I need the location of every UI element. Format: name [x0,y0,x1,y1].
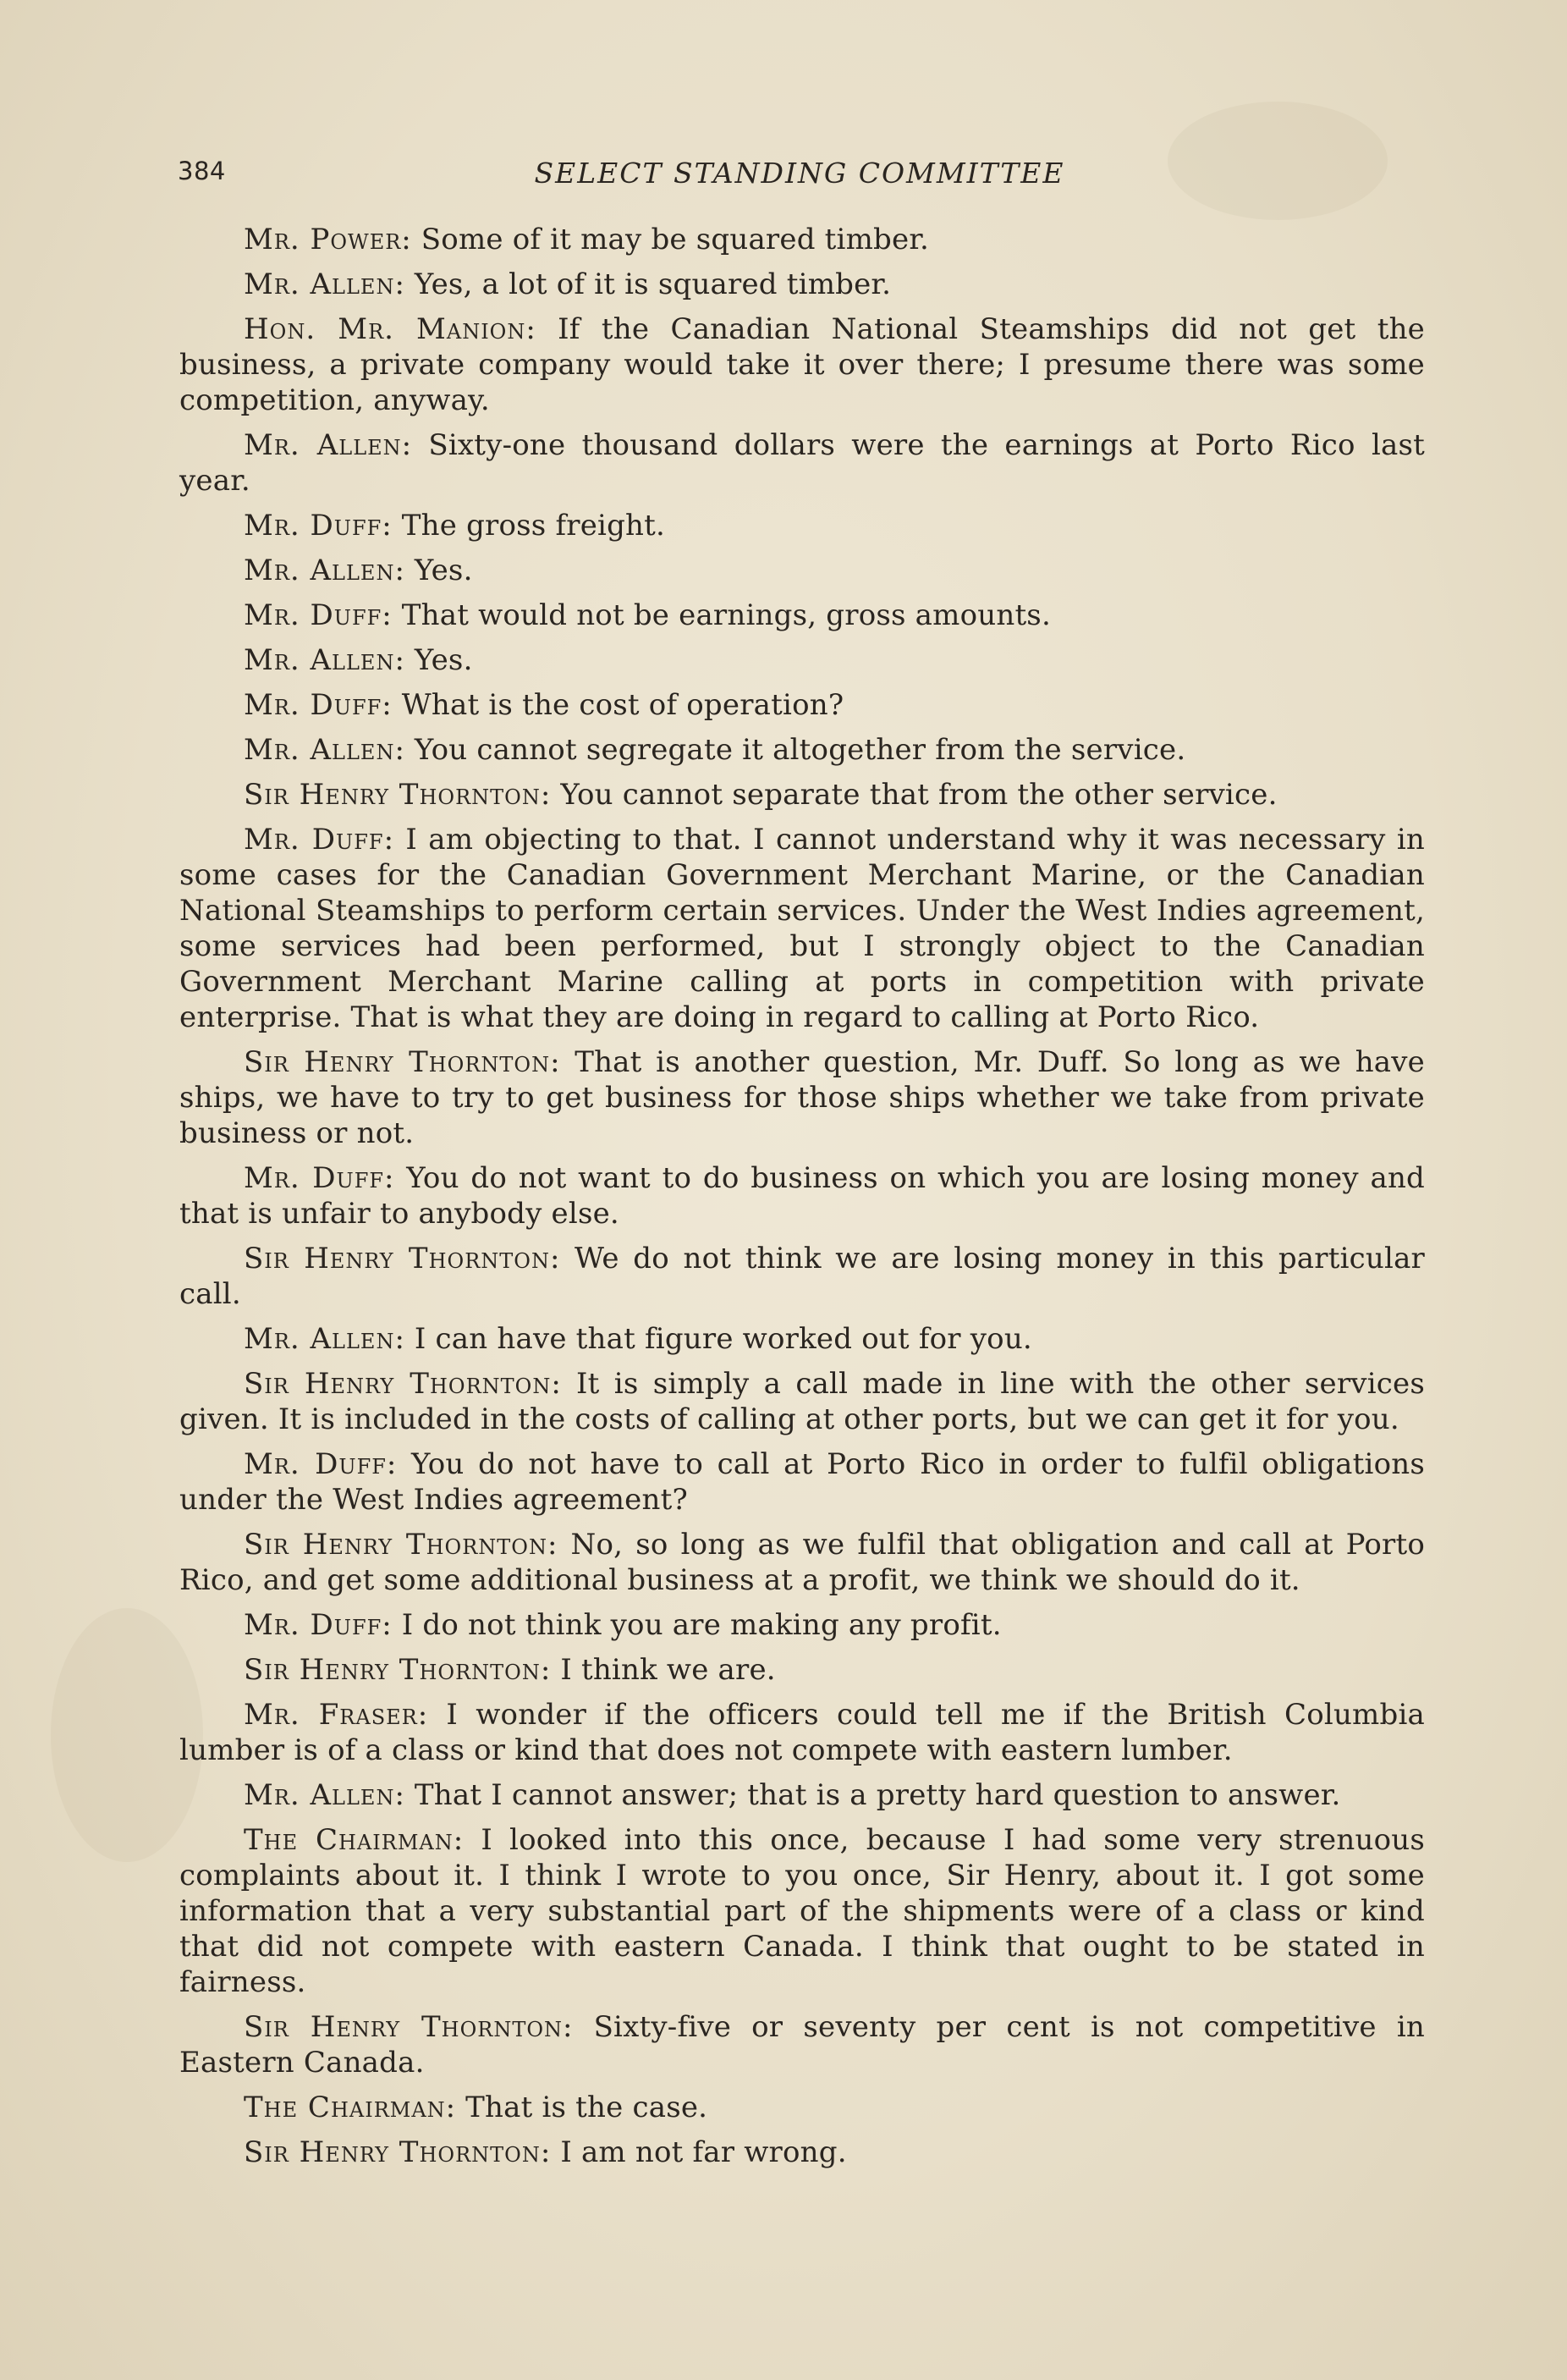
speech-text: I am objecting to that. I cannot understand why it was necessary in some cases for the Canadian Government Merchant Marine, or the Canadian National Steamships to perform certain services. Under the West Indies agreement, some services had been performed, but I strongly object to the Canadian Government Merchant Marine calling at ports in competition with private enterprise. That is what they are doing in regard to calling at Porto Rico. [179,823,1425,1034]
speech-text: It is simply a call made in line with the other services given. It is included in the costs of calling at other ports, but we can get it for you. [179,1367,1425,1436]
transcript-paragraph [179,1697,1425,1768]
speaker-name: Mr. Duff: [244,1161,395,1195]
page-number: 384 [178,157,226,185]
transcript-paragraph [179,2009,1425,2080]
speech-text: I think we are. [560,1653,776,1687]
transcript-paragraph [179,1366,1425,1437]
speech-text: You cannot separate that from the other service. [560,778,1278,812]
speaker-name: The Chairman: [244,1823,465,1857]
speaker-name: Sir Henry Thornton: [244,1367,562,1401]
speaker-name: Mr. Duff: [244,688,393,722]
speaker-name: Sir Henry Thornton: [244,1242,561,1275]
speech-text: That would not be earnings, gross amounts. [401,598,1051,632]
speech-text: Some of it may be squared timber. [421,223,930,256]
transcript-paragraph [179,2135,1425,2170]
speaker-name: Mr. Allen: [244,1322,405,1356]
speech-text: I am not far wrong. [560,2135,847,2169]
speaker-name: Sir Henry Thornton: [244,1653,552,1687]
transcript-paragraph [179,642,1425,678]
transcript-paragraph [179,1241,1425,1312]
speech-text: No, so long as we fulfil that obligation and call at Porto Rico, and get some additional business at a profit, we think we should do it. [179,1528,1426,1597]
speech-text: If the Canadian National Steamships did not get the business, a private company would take it over there; I presume there was some competition, anyway. [179,312,1426,417]
transcript-paragraph [179,553,1425,588]
speaker-name: Mr. Allen: [244,428,413,462]
speech-text: The gross freight. [401,509,666,543]
speech-text: Sixty-five or seventy per cent is not competitive in Eastern Canada. [179,2010,1425,2080]
speaker-name: Mr. Duff: [244,823,395,857]
transcript-paragraph [179,1446,1425,1518]
speech-text: Yes. [414,643,473,677]
speaker-name: Mr. Allen: [244,643,405,677]
transcript-paragraph [179,508,1425,543]
transcript-paragraph [179,311,1425,418]
speech-text: You cannot segregate it altogether from the service. [414,733,1186,767]
speech-text: I wonder if the officers could tell me if the British Columbia lumber is of a class or kind that does not compete with eastern lumber. [179,1698,1425,1767]
page-header [178,157,1421,199]
transcript-paragraph [179,732,1425,768]
transcript-paragraph [179,267,1425,302]
speech-text: That is another question, Mr. Duff. So long as we have ships, we have to try to get business for those ships whether we take from private business or not. [179,1045,1425,1150]
speech-text: That I cannot answer; that is a pretty hard question to answer. [414,1778,1341,1812]
speaker-name: Mr. Power: [244,223,412,256]
transcript-paragraph [179,598,1425,633]
transcript-paragraph [179,1160,1425,1231]
speech-text: You do not have to call at Porto Rico in order to fulfil obligations under the West Indies agreement? [179,1447,1425,1517]
speaker-name: Mr. Duff: [244,1608,393,1642]
speaker-name: Mr. Duff: [244,509,393,543]
speaker-name: Sir Henry Thornton: [244,2010,574,2044]
transcript-body [179,222,1425,2179]
transcript-paragraph [179,427,1425,499]
transcript-paragraph [179,1822,1425,2000]
transcript-paragraph [179,687,1425,723]
speaker-name: Mr. Allen: [244,554,405,587]
speech-text: Yes, a lot of it is squared timber. [414,267,892,301]
speaker-name: Sir Henry Thornton: [244,1045,561,1079]
transcript-paragraph [179,2090,1425,2125]
speaker-name: Hon. Mr. Manion: [244,312,536,346]
speaker-name: Sir Henry Thornton: [244,778,552,812]
speaker-name: Mr. Duff: [244,1447,398,1481]
speech-text: I can have that figure worked out for you. [414,1322,1032,1356]
speech-text: What is the cost of operation? [401,688,844,722]
speaker-name: Mr. Allen: [244,1778,405,1812]
running-head: SELECT STANDING COMMITTEE [534,157,1065,190]
transcript-paragraph [179,1777,1425,1813]
speaker-name: Sir Henry Thornton: [244,1528,558,1562]
speech-text: I looked into this once, because I had some very strenuous complaints about it. I think I wrote to you once, Sir Henry, about it. I got some information that a very substantial part of the shipments were of a class or kind that did not compete with eastern Canada. I think that ought to be stated in fairness. [179,1823,1425,1999]
speech-text: We do not think we are losing money in this particular call. [179,1242,1425,1311]
speech-text: That is the case. [465,2091,708,2124]
speech-text: I do not think you are making any profit. [401,1608,1002,1642]
transcript-paragraph [179,1652,1425,1688]
speaker-name: Mr. Duff: [244,598,393,632]
transcript-paragraph [179,1321,1425,1357]
speaker-name: Mr. Allen: [244,267,405,301]
transcript-paragraph [179,1607,1425,1643]
speech-text: Yes. [414,554,473,587]
speaker-name: Mr. Allen: [244,733,405,767]
speaker-name: Sir Henry Thornton: [244,2135,552,2169]
speaker-name: Mr. Fraser: [244,1698,429,1732]
transcript-paragraph [179,1527,1425,1598]
speech-text: Sixty-one thousand dollars were the earnings at Porto Rico last year. [179,428,1425,498]
transcript-paragraph [179,1044,1425,1151]
speech-text: You do not want to do business on which you are losing money and that is unfair to anybody else. [179,1161,1425,1231]
transcript-paragraph [179,777,1425,813]
speaker-name: The Chairman: [244,2091,457,2124]
transcript-paragraph [179,222,1425,257]
transcript-paragraph [179,822,1425,1035]
